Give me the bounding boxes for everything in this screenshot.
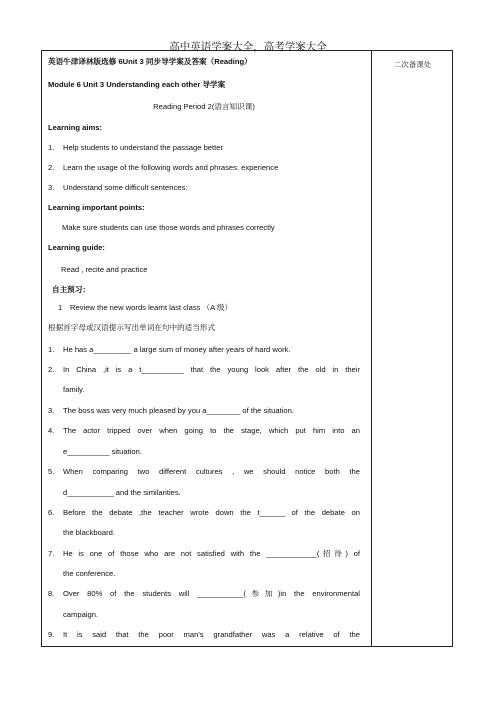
exercise-text: Over 80% of the students will ___________(参加)in the environmental	[63, 589, 360, 598]
points-text: Make sure students can use those words and phrases correctly	[62, 223, 275, 232]
document-title: 英语牛津译林版选修 6Unit 3 同步导学案及答案（Reading）	[48, 57, 252, 66]
exercise-number: 4.	[48, 426, 55, 435]
exercise-text: He is one of those who are not satisfied with the ____________(招待) of	[63, 549, 360, 558]
aim-text: Help students to understand the passage better	[63, 143, 223, 152]
exercise-text: In China ,it is a t__________ that the young look after the old in their	[63, 365, 360, 374]
points-heading: Learning important points:	[48, 203, 145, 212]
lesson-plan-table	[41, 50, 453, 647]
aim-text: Understand some difficult sentences:	[63, 183, 188, 192]
exercise-number: 6.	[48, 508, 55, 517]
column-divider	[371, 51, 372, 646]
exercise-number: 1.	[48, 345, 55, 354]
guide-text: Read , recite and practice	[61, 265, 148, 274]
exercise-number: 9.	[48, 630, 55, 639]
exercise-text: campaign.	[63, 610, 99, 619]
exercise-text: He has a_________ a large sum of money after years of hard work.	[63, 345, 291, 354]
instruction-text: 根据首字母或汉语提示写出单词在句中的适当形式	[48, 323, 216, 332]
exercise-number: 8.	[48, 589, 55, 598]
exercise-text: e__________ situation.	[63, 447, 142, 456]
exercise-text: The actor tripped over when going to the stage, which put him into an	[63, 426, 360, 435]
exercise-number: 2.	[48, 365, 55, 374]
exercise-text: the conference.	[63, 569, 116, 578]
exercise-text: family.	[63, 385, 85, 394]
aims-heading: Learning aims:	[48, 123, 103, 132]
aim-number: 3.	[48, 183, 55, 192]
module-line: Module 6 Unit 3 Understanding each other 导学案	[48, 80, 226, 89]
aim-text: Learn the usage of the following words and phrases: experience	[63, 163, 279, 172]
review-text: Review the new words learnt last class （A 级）	[70, 303, 233, 312]
exercise-text: d___________ and the similarities.	[63, 488, 181, 497]
exercise-number: 5.	[48, 467, 55, 476]
exercise-number: 7.	[48, 549, 55, 558]
self-study-heading: 自主预习：	[52, 285, 90, 294]
guide-heading: Learning guide:	[48, 243, 105, 252]
period-line: Reading Period 2(语言知识课)	[153, 102, 255, 111]
aim-number: 1.	[48, 143, 55, 152]
exercise-number: 3.	[48, 406, 55, 415]
exercise-text: The boss was very much pleased by you a________ of the situation.	[63, 406, 294, 415]
review-number: 1	[58, 303, 63, 312]
exercise-text: the blackboard.	[63, 528, 115, 537]
side-column-title: 二次备课处	[393, 60, 432, 69]
exercise-text: It is said that the poor man's grandfather was a relative of the	[63, 630, 360, 639]
page-header: 高中英语学案大全，高考学案大全	[169, 41, 327, 53]
exercise-text: When comparing two different cultures , we should notice both the	[63, 467, 360, 476]
aim-number: 2.	[48, 163, 55, 172]
exercise-text: Before the debate ,the teacher wrote down the t______ of the debate on	[63, 508, 360, 517]
